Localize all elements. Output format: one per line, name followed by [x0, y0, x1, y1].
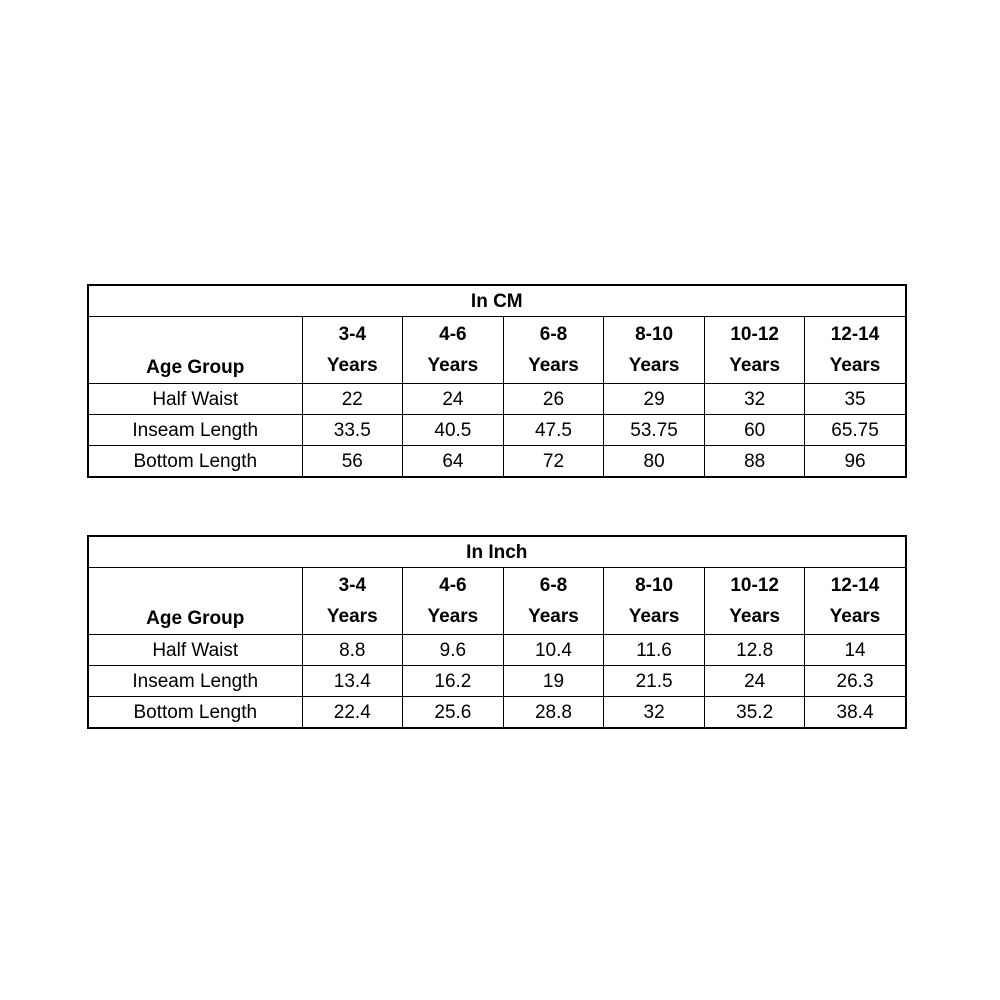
age-column-header	[604, 568, 705, 635]
table-row-bottom-length	[88, 446, 906, 478]
table-cell: 72	[503, 446, 604, 478]
age-range: 12-14	[830, 324, 880, 345]
age-range: 6-8	[539, 575, 568, 596]
age-unit: Years	[427, 606, 479, 627]
table-cell: 19	[503, 666, 604, 697]
age-column-header	[604, 317, 705, 384]
table-cell: 12.8	[704, 635, 805, 666]
table-row-half-waist	[88, 635, 906, 666]
age-unit: Years	[729, 606, 781, 627]
table-cell: 24	[704, 666, 805, 697]
row-label: Half Waist	[88, 384, 302, 415]
table-cell: 21.5	[604, 666, 705, 697]
table-cell: 29	[604, 384, 705, 415]
table-cell: 64	[403, 446, 504, 478]
age-column-header	[704, 317, 805, 384]
table-title: In Inch	[88, 536, 906, 568]
table-cell: 96	[805, 446, 906, 478]
age-group-label: Age Group	[88, 568, 302, 635]
table-cell: 56	[302, 446, 403, 478]
table-cell: 65.75	[805, 415, 906, 446]
table-cell: 22	[302, 384, 403, 415]
table-cell: 8.8	[302, 635, 403, 666]
age-unit: Years	[528, 355, 579, 376]
age-unit: Years	[326, 606, 378, 627]
table-cell: 11.6	[604, 635, 705, 666]
age-unit: Years	[829, 355, 881, 376]
size-table-inch	[87, 535, 907, 729]
age-column-header	[403, 568, 504, 635]
age-column-header	[805, 317, 906, 384]
age-range: 6-8	[539, 324, 568, 345]
age-range: 10-12	[730, 575, 779, 596]
table-cell: 35	[805, 384, 906, 415]
table-cell: 14	[805, 635, 906, 666]
age-range: 4-6	[439, 324, 467, 345]
table-cell: 26.3	[805, 666, 906, 697]
table-cell: 24	[403, 384, 504, 415]
age-range: 12-14	[830, 575, 880, 596]
table-cell: 33.5	[302, 415, 403, 446]
age-unit: Years	[628, 355, 680, 376]
age-range: 10-12	[730, 324, 779, 345]
table-cell: 22.4	[302, 697, 403, 729]
table-cell: 13.4	[302, 666, 403, 697]
age-range: 3-4	[338, 324, 367, 345]
table-cell: 32	[604, 697, 705, 729]
age-unit: Years	[829, 606, 881, 627]
age-unit: Years	[427, 355, 479, 376]
table-cell: 25.6	[403, 697, 504, 729]
age-column-header	[302, 568, 403, 635]
age-column-header	[805, 568, 906, 635]
table-cell: 32	[704, 384, 805, 415]
table-cell: 60	[704, 415, 805, 446]
table-cell: 53.75	[604, 415, 705, 446]
table-title-row	[88, 285, 906, 317]
table-row-inseam-length	[88, 666, 906, 697]
age-column-header	[302, 317, 403, 384]
age-group-label: Age Group	[88, 317, 302, 384]
table-title: In CM	[88, 285, 906, 317]
age-unit: Years	[729, 355, 781, 376]
row-label: Bottom Length	[88, 446, 302, 478]
table-row-half-waist	[88, 384, 906, 415]
age-column-header	[704, 568, 805, 635]
age-range: 3-4	[338, 575, 367, 596]
size-table-cm	[87, 284, 907, 478]
table-cell: 88	[704, 446, 805, 478]
table-row-bottom-length	[88, 697, 906, 729]
age-unit: Years	[528, 606, 579, 627]
table-cell: 35.2	[704, 697, 805, 729]
age-unit: Years	[326, 355, 378, 376]
table-row-inseam-length	[88, 415, 906, 446]
row-label: Half Waist	[88, 635, 302, 666]
age-range: 8-10	[635, 324, 674, 345]
table-cell: 9.6	[403, 635, 504, 666]
table-cell: 28.8	[503, 697, 604, 729]
row-label: Inseam Length	[88, 415, 302, 446]
age-column-header	[503, 568, 604, 635]
table-cell: 47.5	[503, 415, 604, 446]
table-cell: 80	[604, 446, 705, 478]
age-range: 8-10	[635, 575, 674, 596]
table-header-row	[88, 568, 906, 635]
table-cell: 10.4	[503, 635, 604, 666]
table-title-row	[88, 536, 906, 568]
table-header-row	[88, 317, 906, 384]
table-cell: 16.2	[403, 666, 504, 697]
age-column-header	[503, 317, 604, 384]
age-column-header	[403, 317, 504, 384]
table-cell: 40.5	[403, 415, 504, 446]
table-cell: 26	[503, 384, 604, 415]
age-unit: Years	[628, 606, 680, 627]
age-range: 4-6	[439, 575, 467, 596]
row-label: Bottom Length	[88, 697, 302, 729]
row-label: Inseam Length	[88, 666, 302, 697]
table-cell: 38.4	[805, 697, 906, 729]
